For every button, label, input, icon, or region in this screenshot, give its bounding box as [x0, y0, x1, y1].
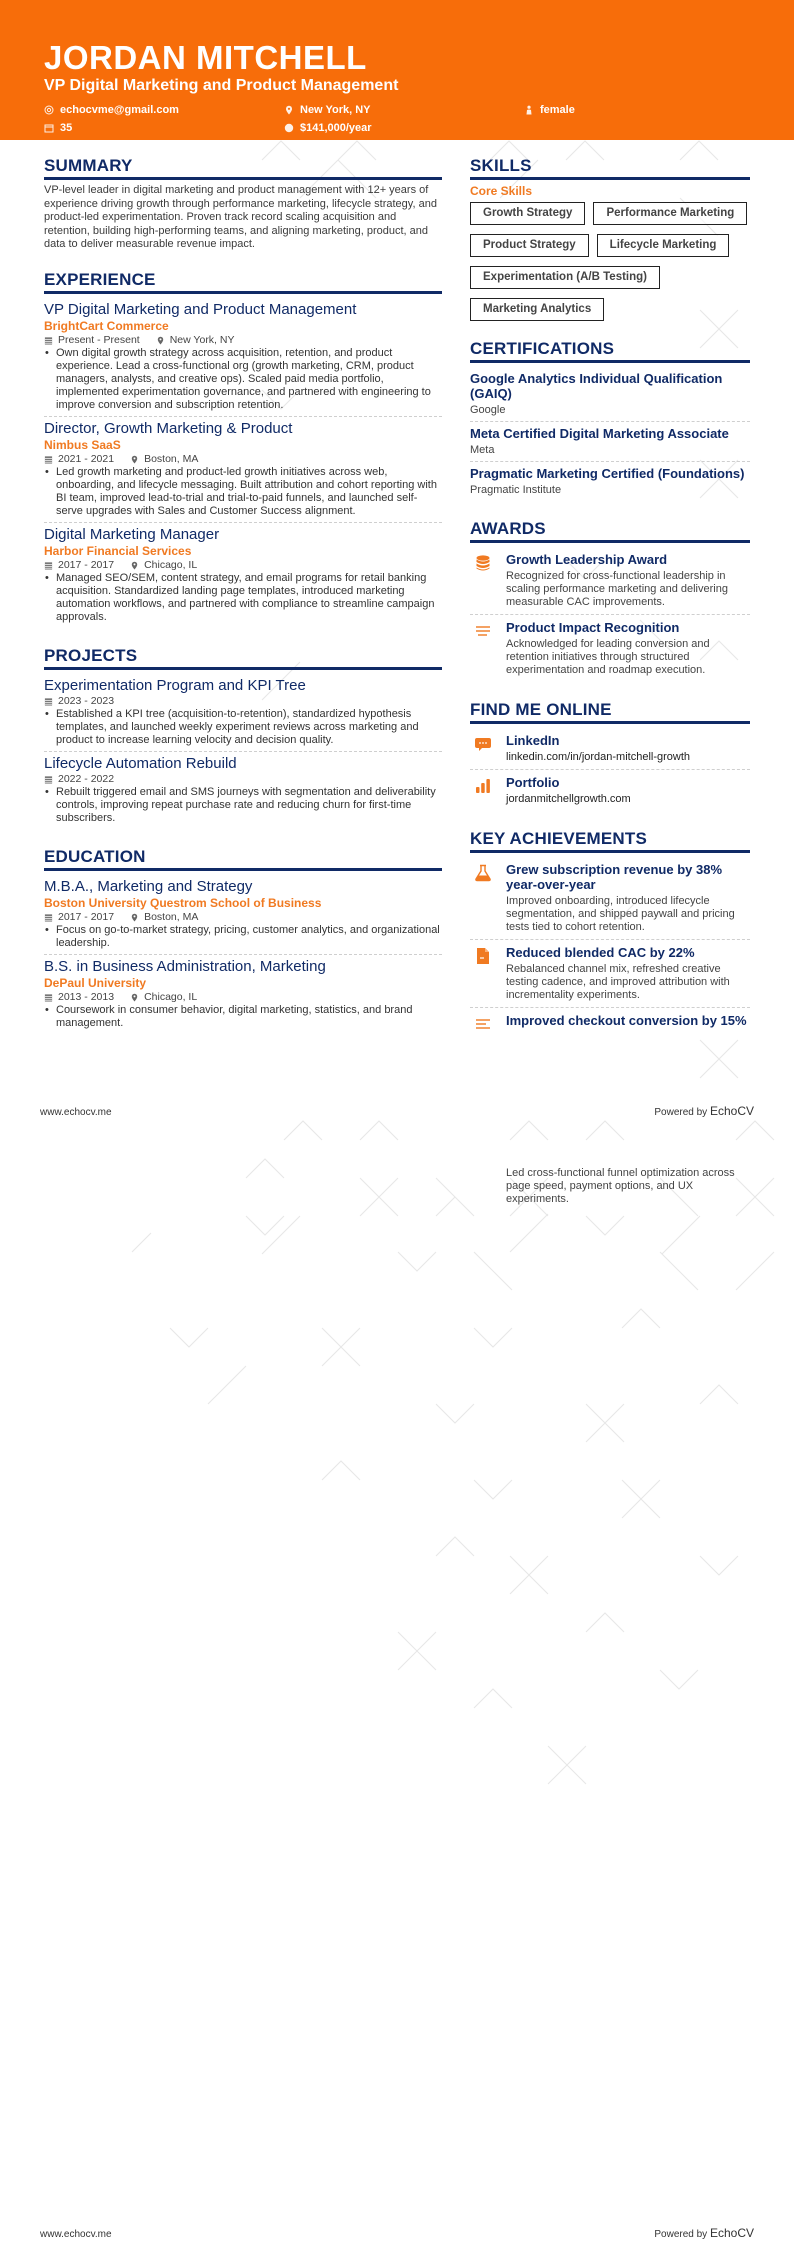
- location-icon: [130, 913, 139, 922]
- certification-name: Meta Certified Digital Marketing Associate: [470, 426, 729, 441]
- online-section: [470, 700, 750, 811]
- footer-brand: EchoCV: [709, 1104, 754, 1118]
- skill-tags: [470, 202, 750, 321]
- achievement-item: [470, 940, 750, 1008]
- projects-section: [44, 646, 442, 829]
- bullet-item: • Own digital growth strategy across acquisition, retention, and product experience. Lead a cross-functional org (growth marketing, CRM, product managers, analysts, and creative ops). Scaled paid media portfolio, implemented experimentation governance, and partnered with engineering to improve conversion and subscription retention.: [44, 347, 442, 412]
- education-dates: 2013 - 2013: [58, 990, 115, 1003]
- skill-tag: Marketing Analytics: [470, 298, 604, 321]
- candidate-name: JORDAN MITCHELL: [44, 39, 367, 76]
- contact-location: [284, 102, 524, 117]
- achievement-description-overflow: Led cross-functional funnel optimization across page speed, payment options, and UX experiments.: [506, 1167, 735, 1205]
- contact-salary-value: $141,000/year: [300, 121, 372, 134]
- achievement-title: Grew subscription revenue by 38% year-over-year: [506, 862, 723, 892]
- calendar-icon: [44, 455, 53, 464]
- project-bullets: [44, 786, 442, 825]
- online-link[interactable]: linkedin.com/in/jordan-mitchell-growth: [506, 751, 691, 763]
- contact-age-value: 35: [60, 121, 73, 134]
- degree-title: M.B.A., Marketing and Strategy: [44, 877, 253, 895]
- right-column: [470, 156, 750, 1061]
- project-dates: 2022 - 2022: [58, 772, 115, 785]
- online-profile-linkedin[interactable]: [470, 728, 750, 770]
- job-bullets: [44, 572, 442, 624]
- svg-text:$: $: [287, 125, 291, 133]
- lines-icon: [474, 622, 492, 640]
- experience-entry: [44, 417, 442, 523]
- certification-name: Pragmatic Marketing Certified (Foundations): [470, 466, 745, 481]
- summary-text: VP-level leader in digital marketing and product management with 12+ years of experience driving growth through performance marketing, lifecycle strategy, and product-led experimentation. Proven track record scaling acquisition and retention, building high-performing teams, and aligning marketing, product, and data to deliver measurable revenue impact.: [44, 184, 437, 250]
- page-footer: [40, 1104, 754, 1118]
- certification-issuer: Pragmatic Institute: [470, 484, 562, 496]
- bar-chart-icon: [474, 777, 492, 795]
- job-dates: 2021 - 2021: [58, 452, 115, 465]
- page-footer: [40, 2226, 754, 2240]
- award-item: [470, 547, 750, 615]
- job-location: Chicago, IL: [144, 558, 198, 571]
- experience-entry: [44, 298, 442, 417]
- online-link[interactable]: jordanmitchellgrowth.com: [506, 793, 631, 805]
- calendar-icon: [44, 775, 53, 784]
- award-title: Product Impact Recognition: [506, 620, 680, 635]
- school-name: Boston University Questrom School of Business: [44, 895, 322, 910]
- contact-email-value: echocvme@gmail.com: [60, 103, 179, 116]
- education-section: [44, 847, 442, 1034]
- project-meta: [44, 695, 442, 708]
- bullet-item: • Led growth marketing and product-led growth initiatives across web, onboarding, and lifecycle messaging. Built attribution and cohort reporting with BI team, improved lead-to-trial and trial-to-paid funnels, and launched self-serve upgrades with Sales and Customer Success alignment.: [44, 466, 442, 518]
- calendar-icon: [44, 336, 53, 345]
- skill-tag: Product Strategy: [470, 234, 589, 257]
- job-title: Digital Marketing Manager: [44, 525, 220, 543]
- education-location: Boston, MA: [144, 910, 199, 923]
- money-icon: [284, 123, 294, 133]
- online-label: Portfolio: [506, 775, 560, 790]
- project-dates: 2023 - 2023: [58, 694, 115, 707]
- contact-location-value: New York, NY: [300, 103, 371, 116]
- awards-section: [470, 519, 750, 682]
- contact-email[interactable]: [44, 102, 284, 117]
- skill-tag: Growth Strategy: [470, 202, 585, 225]
- calendar-icon: [44, 561, 53, 570]
- education-bullets: [44, 924, 442, 950]
- powered-by-prefix: Powered by: [654, 1107, 708, 1118]
- footer-powered-by: [654, 2226, 754, 2240]
- education-location: Chicago, IL: [144, 990, 198, 1003]
- flask-icon: [474, 864, 492, 882]
- contact-salary: [284, 120, 524, 135]
- achievements-section: [470, 829, 750, 1043]
- degree-title: B.S. in Business Administration, Marketing: [44, 957, 326, 975]
- footer-website[interactable]: www.echocv.me: [40, 2229, 112, 2240]
- project-title: Lifecycle Automation Rebuild: [44, 754, 237, 772]
- calendar-icon: [44, 123, 54, 133]
- bullet-item: • Rebuilt triggered email and SMS journeys with segmentation and deliverability controls, improving repeat purchase rate and reducing churn for first-time subscribers.: [44, 786, 442, 825]
- online-label: LinkedIn: [506, 733, 560, 748]
- achievement-item: [470, 857, 750, 940]
- skill-tag: Performance Marketing: [593, 202, 747, 225]
- education-heading: EDUCATION: [44, 847, 442, 871]
- education-bullets: [44, 1004, 442, 1030]
- skills-heading: SKILLS: [470, 156, 750, 180]
- bullet-item: • Focus on go-to-market strategy, pricing, customer analytics, and organizational leadership.: [44, 924, 442, 950]
- school-name: DePaul University: [44, 975, 147, 990]
- skills-subheading: Core Skills: [470, 184, 533, 198]
- location-icon: [156, 336, 165, 345]
- education-dates: 2017 - 2017: [58, 910, 115, 923]
- job-bullets: [44, 347, 442, 412]
- job-dates: Present - Present: [58, 333, 140, 346]
- achievement-description: Improved onboarding, introduced lifecycle segmentation, and shipped paywall and pricing tests tied to cohort retention.: [506, 895, 735, 933]
- project-meta: [44, 773, 442, 786]
- project-title: Experimentation Program and KPI Tree: [44, 676, 306, 694]
- achievement-title: Reduced blended CAC by 22%: [506, 945, 695, 960]
- certification-issuer: Google: [470, 404, 506, 416]
- at-icon: [44, 105, 54, 115]
- education-entry: [44, 955, 442, 1034]
- left-column: [44, 156, 442, 1061]
- project-bullets: [44, 708, 442, 747]
- achievement-description: Rebalanced channel mix, refreshed creative testing cadence, and improved attribution with incrementality experiments.: [506, 963, 730, 1001]
- achievements-heading: KEY ACHIEVEMENTS: [470, 829, 750, 853]
- contact-info: [44, 102, 750, 135]
- skill-tag: Lifecycle Marketing: [597, 234, 730, 257]
- certification-issuer: Meta: [470, 444, 495, 456]
- candidate-title: VP Digital Marketing and Product Management: [44, 77, 399, 94]
- job-meta: [44, 453, 442, 466]
- award-item: [470, 615, 750, 682]
- online-profile-portfolio[interactable]: [470, 770, 750, 811]
- achievement-item: [470, 1008, 750, 1043]
- summary-section: [44, 156, 442, 252]
- footer-brand: EchoCV: [709, 2226, 754, 2240]
- chat-bubble-icon: [474, 735, 492, 753]
- footer-website[interactable]: www.echocv.me: [40, 1107, 112, 1118]
- project-entry: [44, 674, 442, 752]
- skills-section: [470, 156, 750, 321]
- job-dates: 2017 - 2017: [58, 558, 115, 571]
- location-icon: [130, 993, 139, 1002]
- experience-section: [44, 270, 442, 628]
- bullet-item: • Coursework in consumer behavior, digital marketing, statistics, and brand management.: [44, 1004, 442, 1030]
- job-title: Director, Growth Marketing & Product: [44, 419, 293, 437]
- location-icon: [284, 105, 294, 115]
- job-title: VP Digital Marketing and Product Management: [44, 300, 357, 318]
- bullet-item: • Established a KPI tree (acquisition-to-retention), standardized hypothesis templates, and launched weekly experiment reviews across marketing and product to increase learning velocity and decision quality.: [44, 708, 442, 747]
- job-location: New York, NY: [169, 333, 235, 346]
- lines-icon: [474, 1015, 492, 1033]
- skill-tag: Experimentation (A/B Testing): [470, 266, 660, 289]
- powered-by-prefix: Powered by: [654, 2229, 708, 2240]
- awards-heading: AWARDS: [470, 519, 750, 543]
- company-name: Nimbus SaaS: [44, 437, 121, 452]
- certification-item: [470, 422, 750, 462]
- certification-name: Google Analytics Individual Qualification (GAIQ): [470, 371, 723, 401]
- calendar-icon: [44, 993, 53, 1002]
- experience-entry: [44, 523, 442, 628]
- projects-heading: PROJECTS: [44, 646, 442, 670]
- education-meta: [44, 991, 442, 1004]
- company-name: BrightCart Commerce: [44, 318, 169, 333]
- online-heading: FIND ME ONLINE: [470, 700, 750, 724]
- certification-item: [470, 462, 750, 501]
- job-location: Boston, MA: [144, 452, 199, 465]
- contact-gender: [524, 102, 764, 117]
- location-icon: [130, 455, 139, 464]
- job-meta: [44, 559, 442, 572]
- location-icon: [130, 561, 139, 570]
- award-description: Recognized for cross-functional leadership in scaling performance marketing and delivering measurable CAC improvements.: [506, 570, 728, 608]
- certifications-heading: CERTIFICATIONS: [470, 339, 750, 363]
- coins-stack-icon: [474, 554, 492, 572]
- footer-powered-by: [654, 1104, 754, 1118]
- award-description: Acknowledged for leading conversion and retention initiatives through structured experimentation and roadmap execution.: [506, 638, 710, 676]
- summary-heading: SUMMARY: [44, 156, 442, 180]
- award-title: Growth Leadership Award: [506, 552, 668, 567]
- bullet-item: • Managed SEO/SEM, content strategy, and email programs for retail banking acquisition. Standardized landing page templates, introduced marketing automation workflows, and partnered with compliance to streamline campaign approvals.: [44, 572, 442, 624]
- education-entry: [44, 875, 442, 955]
- resume-header: [0, 0, 794, 140]
- person-icon: [524, 105, 534, 115]
- experience-heading: EXPERIENCE: [44, 270, 442, 294]
- certifications-section: [470, 339, 750, 501]
- certification-item: [470, 367, 750, 422]
- document-icon: [474, 947, 492, 965]
- company-name: Harbor Financial Services: [44, 543, 192, 558]
- calendar-icon: [44, 697, 53, 706]
- achievement-title: Improved checkout conversion by 15%: [506, 1013, 747, 1028]
- contact-gender-value: female: [540, 103, 575, 116]
- job-meta: [44, 334, 442, 347]
- contact-age: [44, 120, 284, 135]
- resume-body: [0, 140, 794, 1061]
- project-entry: [44, 752, 442, 829]
- education-meta: [44, 911, 442, 924]
- calendar-icon: [44, 913, 53, 922]
- job-bullets: [44, 466, 442, 518]
